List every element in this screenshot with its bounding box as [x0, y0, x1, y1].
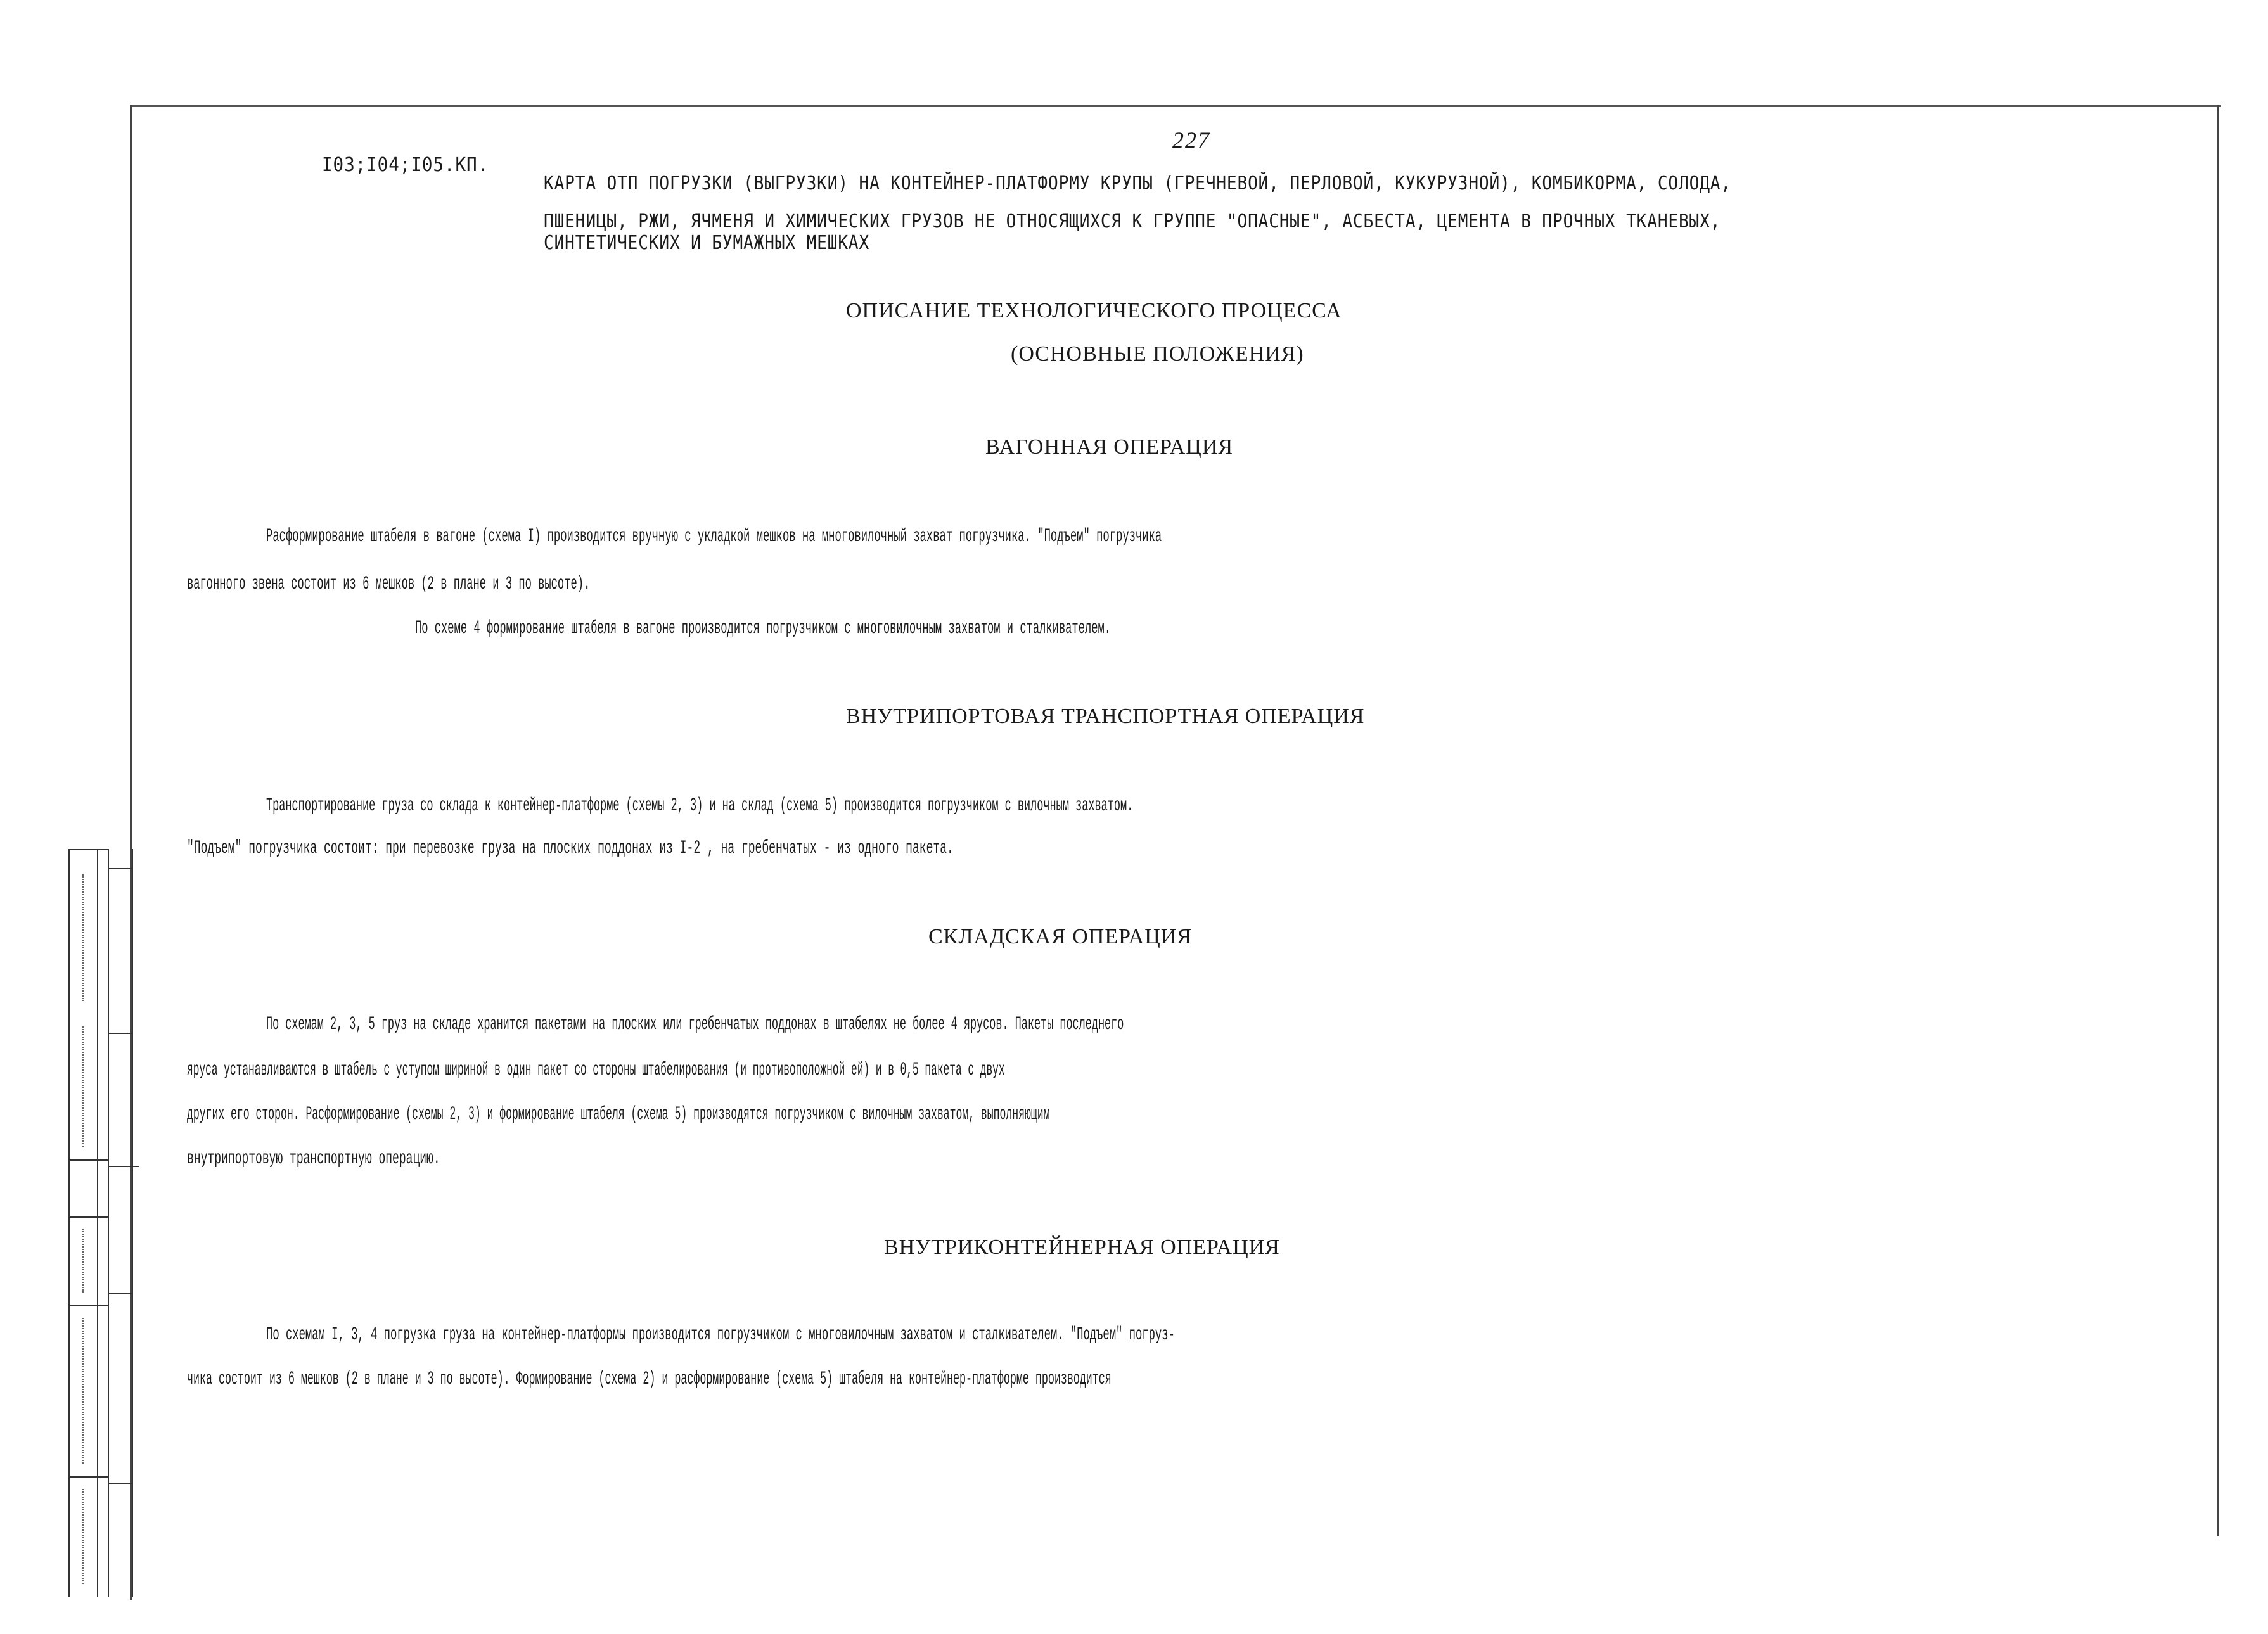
container-paragraph-line: По схемам I, 3, 4 погрузка груза на контейнер-платформы производится погрузчиком с многовилочным захватом и сталкивателем. "Подъем" погруз- — [266, 1324, 1175, 1346]
storage-paragraph-line: яруса устанавливаются в штабель с уступом шириной в один пакет со стороны штабелирования (и противоположной ей) и в 0,5 пакета с двух — [187, 1059, 1005, 1081]
storage-paragraph-line: внутрипортовую транспортную операцию. — [187, 1148, 440, 1170]
wagon-paragraph-line: вагонного звена состоит из 6 мешков (2 в плане и 3 по высоте). — [187, 573, 591, 595]
header-line-3: СИНТЕТИЧЕСКИХ И БУМАЖНЫХ МЕШКАХ — [544, 232, 870, 254]
storage-paragraph-line: других его сторон. Расформирование (схемы 2, 3) и формирование штабеля (схема 5) производятся погрузчиком с вилочным захватом, выполняющим — [187, 1104, 1050, 1125]
document-code: I03;I04;I05.КП. — [322, 154, 489, 176]
wagon-paragraph-line: По схеме 4 формирование штабеля в вагоне производится погрузчиком с многовилочным захватом и сталкивателем. — [415, 618, 1112, 639]
binding-strip — [68, 849, 138, 1597]
frame-right-border — [2217, 105, 2219, 1536]
section-heading-transport: ВНУТРИПОРТОВАЯ ТРАНСПОРТНАЯ ОПЕРАЦИЯ — [846, 705, 1365, 728]
storage-paragraph-line: По схемам 2, 3, 5 груз на складе хранится пакетами на плоских или гребенчатых поддонах в штабелях не более 4 ярусов. Пакеты последнего — [266, 1014, 1124, 1035]
header-line-2: ПШЕНИЦЫ, РЖИ, ЯЧМЕНЯ И ХИМИЧЕСКИХ ГРУЗОВ НЕ ОТНОСЯЩИХСЯ К ГРУППЕ "ОПАСНЫЕ", АСБЕСТА, ЦЕМЕНТА В ПРОЧНЫХ ТКАНЕВЫХ, — [544, 210, 1721, 233]
transport-paragraph-line: "Подъем" погрузчика состоит: при перевозке груза на плоских поддонах из I-2 , на гребенчатых - из одного пакета. — [187, 838, 954, 859]
document-title: ОПИСАНИЕ ТЕХНОЛОГИЧЕСКОГО ПРОЦЕССА — [846, 299, 1342, 322]
wagon-paragraph-line: Расформирование штабеля в вагоне (схема I) производится вручную с укладкой мешков на многовилочный захват погрузчика. "Подъем" погрузчика — [266, 526, 1162, 547]
transport-paragraph-line: Транспортирование груза со склада к контейнер-платформе (схемы 2, 3) и на склад (схема 5) производится погрузчиком с вилочным захватом. — [266, 795, 1134, 817]
section-heading-storage: СКЛАДСКАЯ ОПЕРАЦИЯ — [928, 925, 1193, 948]
container-paragraph-line: чика состоит из 6 мешков (2 в плане и 3 по высоте). Формирование (схема 2) и расформирование (схема 5) штабеля на контейнер-платформе производится — [187, 1369, 1112, 1390]
frame-top-border — [130, 105, 2221, 107]
document-subtitle: (ОСНОВНЫЕ ПОЛОЖЕНИЯ) — [1011, 342, 1304, 366]
section-heading-wagon: ВАГОННАЯ ОПЕРАЦИЯ — [985, 435, 1234, 459]
page-number: 227 — [1172, 127, 1210, 153]
section-heading-container: ВНУТРИКОНТЕЙНЕРНАЯ ОПЕРАЦИЯ — [884, 1235, 1280, 1259]
header-line-1: КАРТА ОТП ПОГРУЗКИ (ВЫГРУЗКИ) НА КОНТЕЙНЕР-ПЛАТФОРМУ КРУПЫ (ГРЕЧНЕВОЙ, ПЕРЛОВОЙ, КУКУРУЗНОЙ), КОМБИКОРМА, СОЛОДА, — [544, 172, 1731, 195]
